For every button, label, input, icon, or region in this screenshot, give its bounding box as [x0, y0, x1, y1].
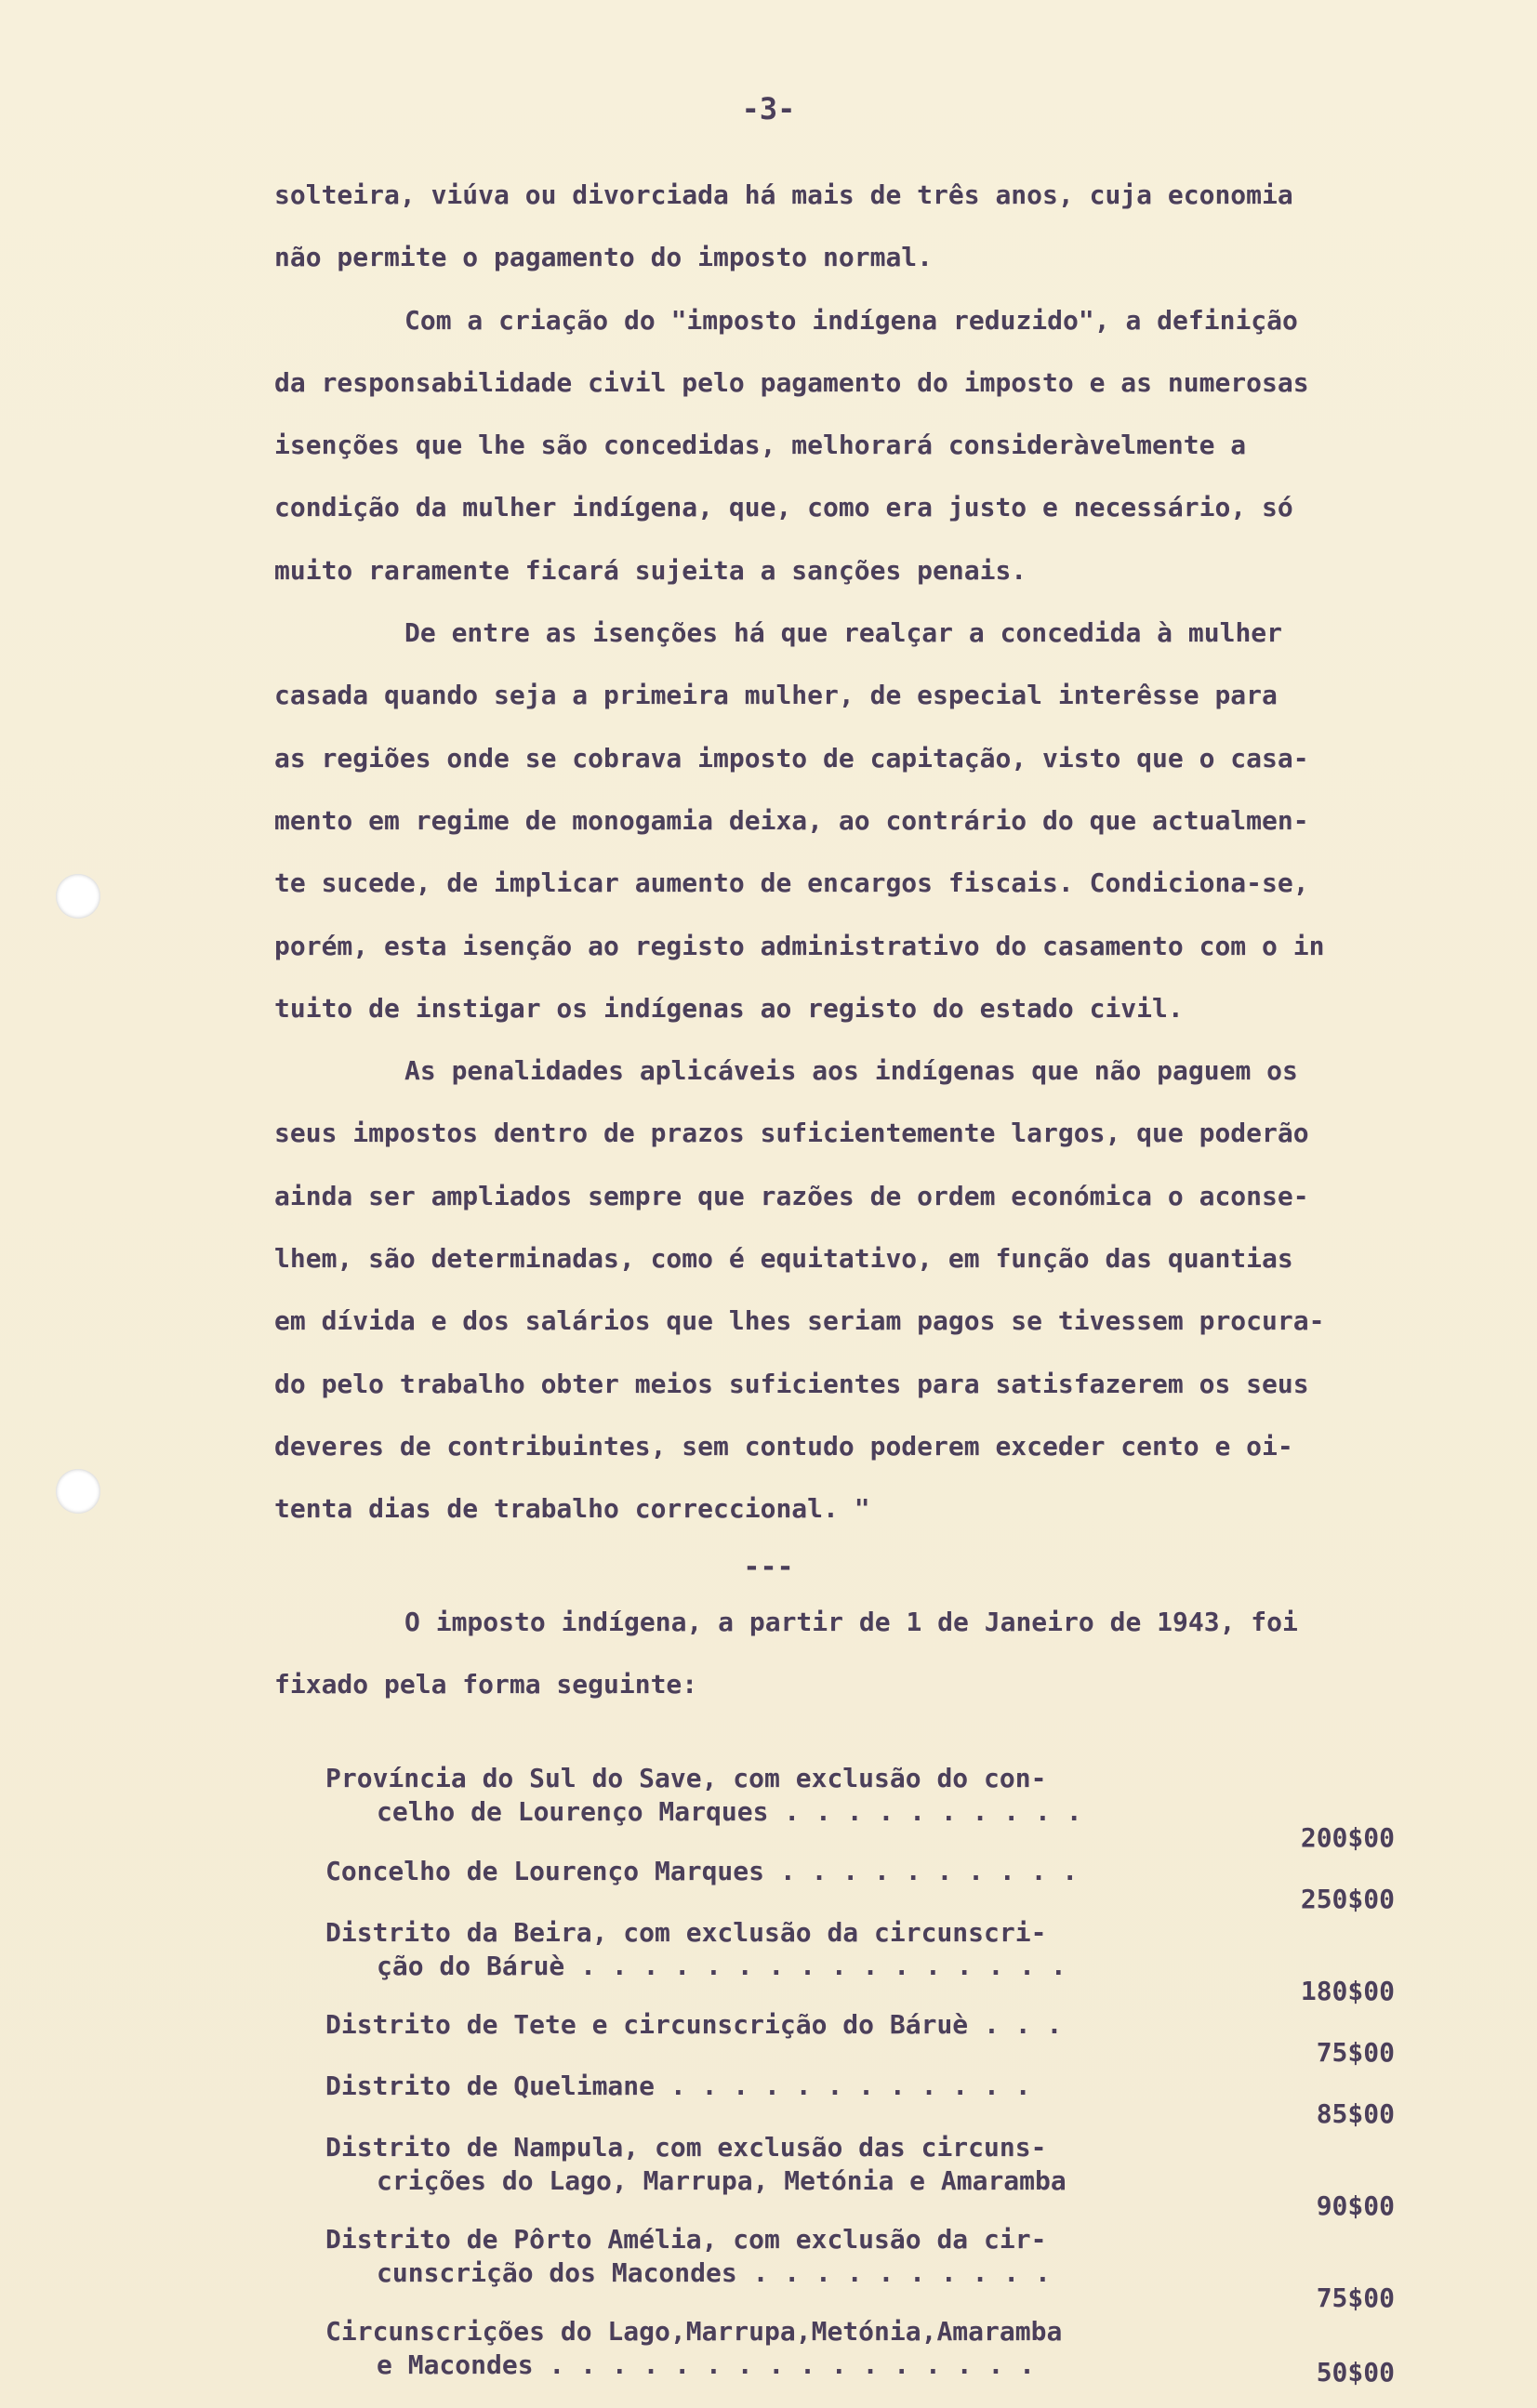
row-value: 50$00	[1316, 2357, 1395, 2388]
row-desc-line: Distrito de Nampula, com exclusão das circuns-	[325, 2132, 1047, 2163]
row-desc-line: Distrito da Beira, com exclusão da circunscri-	[325, 1917, 1047, 1948]
text-line: isenções que lhe são concedidas, melhorará consideràvelmente a	[274, 430, 1247, 461]
text-line: seus impostos dentro de prazos suficientemente largos, que poderão	[274, 1118, 1309, 1149]
row-desc-line: Distrito de Quelimane . . . . . . . . . . . .	[325, 2071, 1031, 2101]
text-line: em dívida e dos salários que lhes seriam pagos se tivessem procura-	[274, 1305, 1325, 1337]
table-row	[325, 1916, 1395, 2008]
row-desc-line: cunscrição dos Macondes . . . . . . . . . .	[377, 2257, 1051, 2288]
punch-hole-bottom	[56, 1469, 100, 1514]
row-description	[325, 1855, 1218, 1888]
page-number: -3-	[741, 91, 796, 126]
text-line: As penalidades aplicáveis aos indígenas que não paguem os	[404, 1055, 1298, 1087]
text-line: muito raramente ficará sujeita a sanções penais.	[274, 554, 1027, 586]
text-line: tenta dias de trabalho correccional. "	[274, 1493, 870, 1525]
row-desc-line: Província do Sul do Save, com exclusão do con-	[325, 1763, 1047, 1793]
text-line: De entre as isenções há que realçar a concedida à mulher	[404, 617, 1283, 649]
text-line: fixado pela forma seguinte:	[274, 1669, 698, 1700]
text-line: te sucede, de implicar aumento de encargos fiscais. Condiciona-se,	[274, 867, 1309, 899]
row-desc-line: crições do Lago, Marrupa, Metónia e Amaramba	[377, 2165, 1067, 2196]
text-line: lhem, são determinadas, como é equitativo, em função das quantias	[274, 1243, 1293, 1275]
row-description	[325, 2070, 1218, 2103]
text-line: deveres de contribuintes, sem contudo poderem exceder cento e oi-	[274, 1430, 1293, 1462]
text-line: as regiões onde se cobrava imposto de capitação, visto que o casa-	[274, 742, 1309, 774]
text-line: não permite o pagamento do imposto normal.	[274, 242, 934, 273]
row-description	[325, 2131, 1218, 2198]
text-line: da responsabilidade civil pelo pagamento do imposto e as numerosas	[274, 366, 1309, 398]
tax-intro	[274, 1604, 1483, 1729]
punch-hole-top	[56, 874, 100, 919]
section-separator: ---	[743, 1551, 794, 1583]
text-line: mento em regime de monogamia deixa, ao contrário do que actualmen-	[274, 804, 1309, 836]
row-description	[325, 1916, 1218, 1983]
table-row	[325, 1855, 1395, 1916]
row-value: 180$00	[1300, 1976, 1395, 2006]
row-desc-line: Distrito de Pôrto Amélia, com exclusão da cir-	[325, 2224, 1047, 2255]
row-desc-line: celho de Lourenço Marques . . . . . . . . . .	[377, 1796, 1082, 1827]
row-desc-line: Concelho de Lourenço Marques . . . . . . . . . .	[325, 1856, 1079, 1886]
row-desc-line: Circunscrições do Lago,Marrupa,Metónia,Amaramba	[325, 2316, 1063, 2347]
text-line: O imposto indígena, a partir de 1 de Janeiro de 1943, foi	[404, 1607, 1298, 1637]
row-description	[325, 2008, 1218, 2042]
body-text	[274, 177, 1483, 1554]
table-row	[325, 2131, 1395, 2223]
row-value: 75$00	[1316, 2282, 1395, 2313]
text-line: casada quando seja a primeira mulher, de especial interêsse para	[274, 680, 1278, 711]
row-desc-line: ção do Báruè . . . . . . . . . . . . . . . .	[377, 1951, 1067, 1981]
row-desc-line: e Macondes . . . . . . . . . . . . . . . .	[377, 2349, 1036, 2380]
table-row	[325, 2008, 1395, 2070]
row-value: 90$00	[1316, 2190, 1395, 2221]
text-line: ainda ser ampliados sempre que razões de ordem económica o aconse-	[274, 1180, 1309, 1211]
tax-table	[325, 1762, 1395, 2389]
table-row	[325, 2070, 1395, 2131]
row-value: 250$00	[1300, 1884, 1395, 1914]
table-row	[325, 2223, 1395, 2315]
table-row	[325, 2315, 1395, 2389]
text-line: condição da mulher indígena, que, como era justo e necessário, só	[274, 492, 1293, 523]
text-line: Com a criação do "imposto indígena reduzido", a definição	[404, 304, 1298, 336]
row-description	[325, 2223, 1218, 2290]
row-description	[325, 1762, 1218, 1829]
row-description	[325, 2315, 1218, 2382]
text-line: porém, esta isenção ao registo administrativo do casamento com o in	[274, 930, 1325, 961]
row-value: 75$00	[1316, 2037, 1395, 2068]
table-row	[325, 1762, 1395, 1855]
row-value: 85$00	[1316, 2098, 1395, 2129]
text-line: do pelo trabalho obter meios suficientes para satisfazerem os seus	[274, 1368, 1309, 1399]
text-line: solteira, viúva ou divorciada há mais de três anos, cuja economia	[274, 179, 1293, 210]
text-line: tuito de instigar os indígenas ao registo do estado civil.	[274, 992, 1184, 1024]
row-desc-line: Distrito de Tete e circunscrição do Báruè . . .	[325, 2009, 1063, 2040]
row-value: 200$00	[1300, 1822, 1395, 1853]
